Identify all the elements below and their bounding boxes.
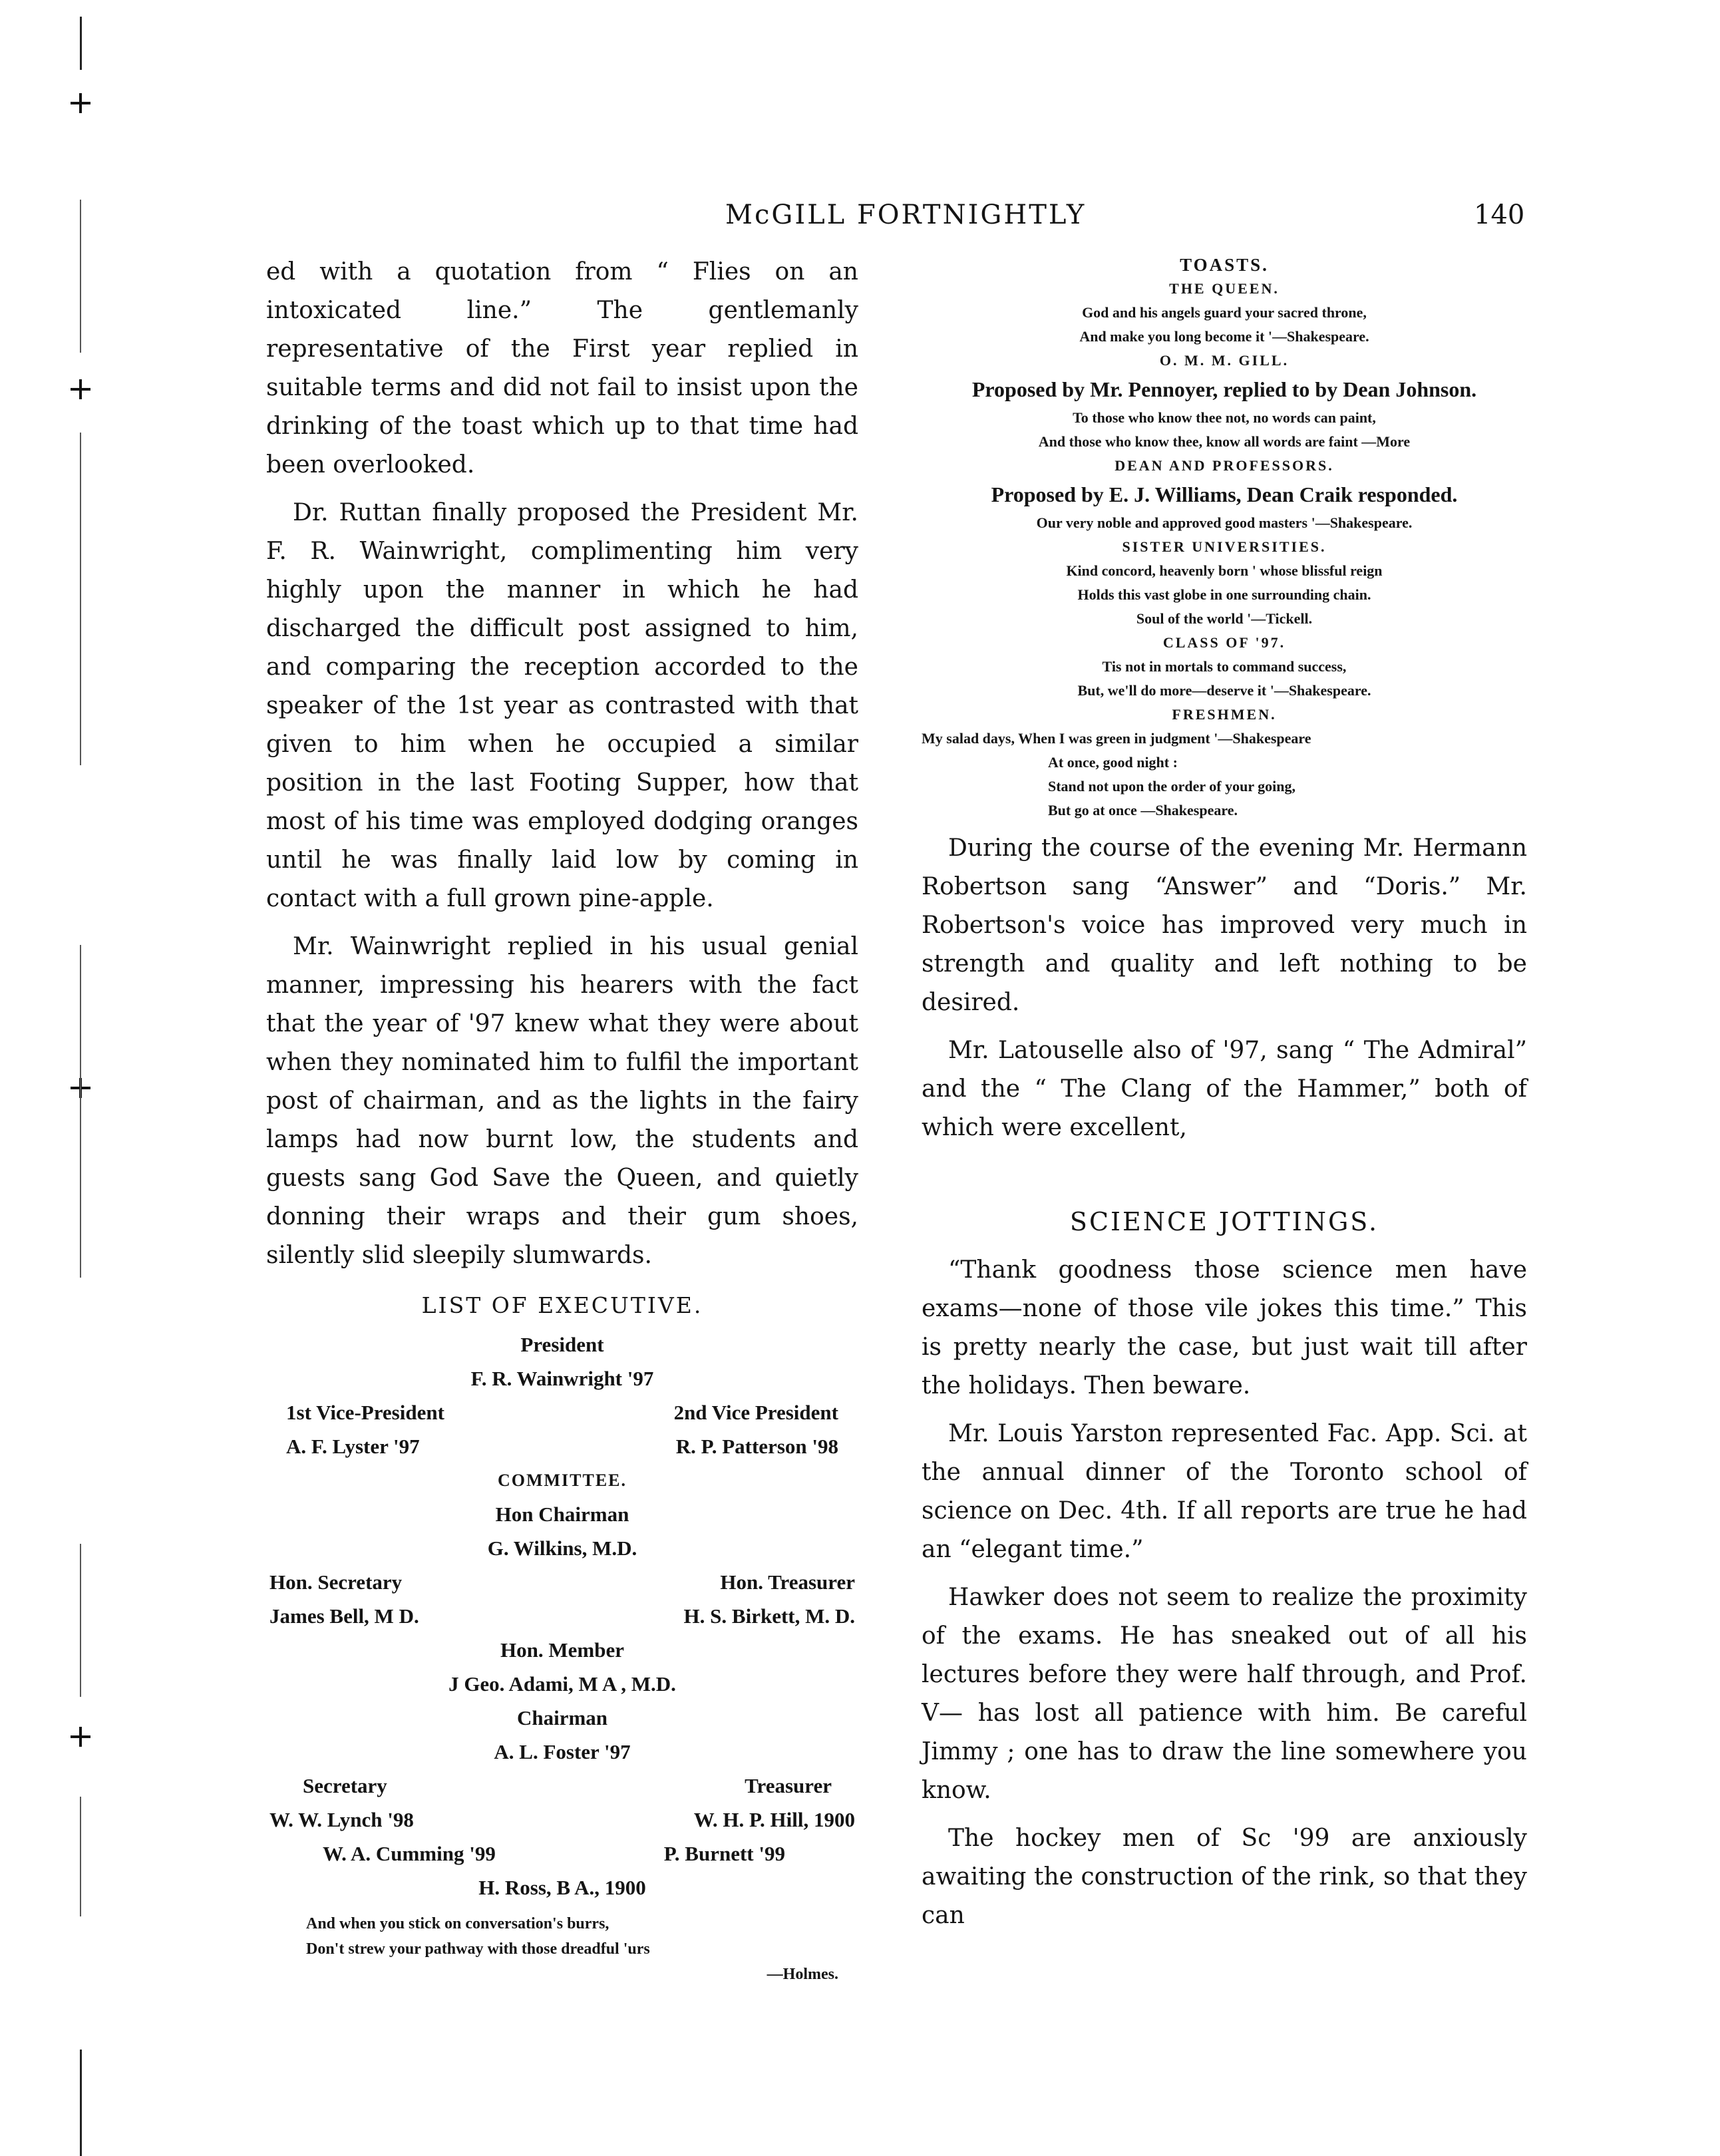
margin-rule (80, 945, 81, 1278)
toast-quote: Our very noble and approved good masters '—Shakespeare. (1036, 514, 1413, 531)
science-heading: SCIENCE JOTTINGS. (1069, 1207, 1379, 1236)
office-label: Hon. Treasurer (720, 1570, 855, 1594)
officer-name: A. L. Foster '97 (494, 1740, 631, 1763)
office-label: Secretary (303, 1774, 387, 1797)
body-paragraph: Hawker does not seem to realize the proximity of the exams. He has sneaked out of all his lectures before they were half through, and Prof. V— has lost all patience with him. Be careful Jimmy ; one has to draw the line somewhere you know. (922, 1584, 1527, 1804)
toast-quote: But, we'll do more—deserve it '—Shakespeare. (1077, 682, 1371, 699)
body-paragraph: “Thank goodness those science men have exams—none of those vile jokes this time.” This is pretty nearly the case, but just wait till after the holidays. Then beware. (922, 1256, 1527, 1399)
toast-proposal: Proposed by Mr. Pennoyer, replied to by Dean Johnson. (971, 377, 1477, 401)
executive-list (266, 1328, 858, 1904)
toast-quote: Holds this vast globe in one surrounding chain. (1077, 586, 1371, 603)
margin-rule (80, 1544, 81, 1697)
body-paragraph: Mr. Wainwright replied in his usual genial manner, impressing his hearers with the fact that the year of '97 knew what they were about when they nominated him to fulfil the important post of chairman, and as the lights in the fairy lamps had now burnt low, the students and guests sang God Save the Queen, and quietly donning their wraps and their gum shoes, silently slid sleepily slumwards. (266, 933, 858, 1269)
officer-name: P. Burnett '99 (663, 1842, 785, 1865)
officer-name: W. W. Lynch '98 (269, 1808, 414, 1831)
officer-name: G. Wilkins, M.D. (487, 1536, 637, 1560)
toasts-list (922, 253, 1527, 822)
running-title: McGILL FORTNIGHTLY (725, 200, 1087, 230)
body-paragraph: ed with a quotation from “ Flies on an intoxicated line.” The gentlemanly representative of the First year replied in suitable terms and did not fail to insist upon the drinking of the toast which up to that time had been overlooked. (266, 258, 858, 478)
margin-rule (80, 2050, 82, 2156)
toast-title: SISTER UNIVERSITIES. (1122, 538, 1327, 555)
verse-line: Don't strew your pathway with those dreadful 'urs (306, 1940, 650, 1958)
toast-quote: And make you long become it '—Shakespeare. (1079, 328, 1369, 345)
office-label: Hon Chairman (495, 1503, 629, 1526)
body-paragraph: Mr. Louis Yarston represented Fac. App. Sci. at the annual dinner of the Toronto school of science on Dec. 4th. If all reports are true he had an “elegant time.” (922, 1420, 1527, 1563)
toast-quote: Soul of the world '—Tickell. (1136, 610, 1313, 627)
officer-name: James Bell, M D. (269, 1604, 419, 1628)
verse-attribution: —Holmes. (767, 1966, 838, 1983)
right-column (922, 253, 1527, 1944)
office-label: 2nd Vice President (673, 1401, 838, 1424)
toast-title: THE QUEEN. (1169, 280, 1280, 297)
officer-name: A. F. Lyster '97 (286, 1435, 420, 1458)
toast-quote: And those who know thee, know all words are faint —More (1038, 433, 1411, 450)
officer-name: W. H. P. Hill, 1900 (693, 1808, 855, 1831)
toast-title: O. M. M. GILL. (1159, 352, 1290, 369)
page-number: 140 (1474, 200, 1525, 230)
toast-proposal: Proposed by E. J. Williams, Dean Craik responded. (991, 482, 1458, 506)
registration-mark (71, 379, 90, 399)
executive-heading: LIST OF EXECUTIVE. (421, 1292, 703, 1318)
margin-rule (80, 1797, 81, 1916)
margin-rule (80, 17, 82, 70)
officer-name: H. Ross, B A., 1900 (478, 1876, 646, 1899)
toast-quote: My salad days, When I was green in judgment '—Shakespeare (922, 730, 1311, 747)
verse-quote (266, 1911, 858, 1987)
body-paragraph: During the course of the evening Mr. Hermann Robertson sang “Answer” and “Doris.” Mr. Robertson's voice has improved very much in strength and quality and left nothing to be desired. (922, 834, 1527, 1016)
toast-title: CLASS OF '97. (1162, 634, 1286, 651)
toast-quote: At once, good night : (1048, 754, 1178, 771)
officer-name: J Geo. Adami, M A , M.D. (448, 1672, 676, 1696)
toast-quote: To those who know thee not, no words can paint, (1073, 409, 1376, 426)
toast-quote: Stand not upon the order of your going, (1048, 778, 1296, 795)
registration-mark (71, 93, 90, 113)
office-label: Chairman (516, 1706, 608, 1729)
toast-title: DEAN AND PROFESSORS. (1115, 457, 1334, 474)
binding-margin (47, 0, 100, 2156)
margin-rule (80, 200, 81, 353)
office-label: President (520, 1333, 604, 1356)
office-label: Hon. Secretary (269, 1570, 403, 1594)
toasts-heading: TOASTS. (1180, 255, 1269, 275)
toast-quote: But go at once —Shakespeare. (1048, 802, 1238, 818)
verse-line: And when you stick on conversation's burrs, (306, 1915, 609, 1932)
toast-quote: God and his angels guard your sacred throne, (1082, 304, 1367, 321)
body-paragraph: Dr. Ruttan finally proposed the President Mr. F. R. Wainwright, complimenting him very highly upon the manner in which he had discharged the difficult post assigned to him, and comparing the reception accorded to the speaker of the 1st year as contrasted with that given to him when he occupied a similar position in the last Footing Supper, how that most of his time was employed dodging oranges until he was finally laid low by coming in contact with a full grown pine-apple. (266, 499, 858, 912)
toast-quote: Kind concord, heavenly born ' whose blissful reign (1066, 562, 1383, 579)
registration-mark (71, 1727, 90, 1747)
office-label: Hon. Member (500, 1638, 624, 1662)
toast-title: FRESHMEN. (1172, 706, 1277, 723)
office-label: 1st Vice-President (286, 1401, 444, 1424)
margin-rule (80, 433, 81, 765)
officer-name: R. P. Patterson '98 (675, 1435, 838, 1458)
officer-name: F. R. Wainwright '97 (470, 1367, 654, 1390)
committee-label: COMMITTEE. (497, 1471, 627, 1490)
left-column (266, 253, 858, 1987)
office-label: Treasurer (745, 1774, 832, 1797)
body-paragraph: The hockey men of Sc '99 are anxiously awaiting the construction of the rink, so that they can (922, 1825, 1527, 1929)
officer-name: H. S. Birkett, M. D. (683, 1604, 855, 1628)
body-paragraph: Mr. Latouselle also of '97, sang “ The Admiral” and the “ The Clang of the Hammer,” both of which were excellent, (922, 1037, 1527, 1141)
toast-quote: Tis not in mortals to command success, (1102, 658, 1347, 675)
officer-name: W. A. Cumming '99 (323, 1842, 496, 1865)
